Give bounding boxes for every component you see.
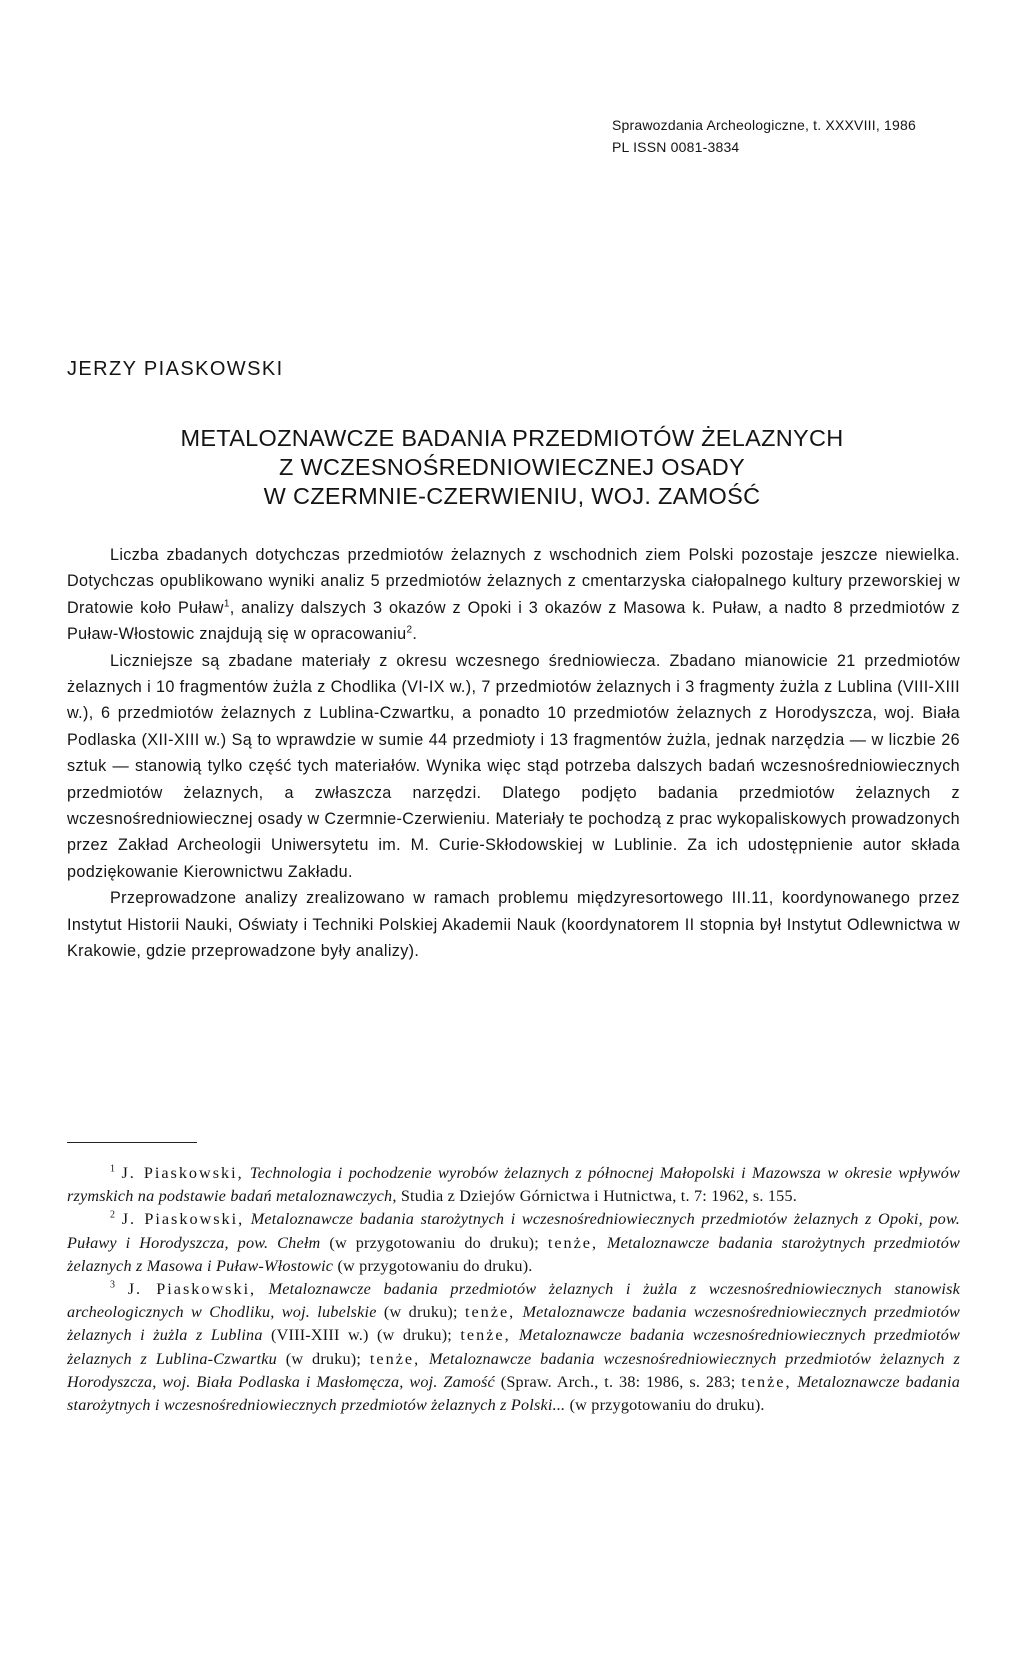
footnote-2-idem-1: tenże, xyxy=(547,1233,599,1252)
article-body xyxy=(67,542,960,965)
footnote-1 xyxy=(67,1162,960,1208)
footnote-2-note-1: (w przygotowaniu do druku); xyxy=(329,1233,539,1252)
footnote-3-idem-4: tenże, xyxy=(741,1372,792,1391)
paragraph-3: Przeprowadzone analizy zrealizowano w ramach problemu międzyresortowego III.11, koordynowanego przez Instytut Historii Nauki, Oświaty i Techniki Polskiej Akademii Nauk (koordynatorem II stopnia był Instytut Odlewnictwa w Krakowie, gdzie przeprowadzone były analizy). xyxy=(67,889,960,961)
footnote-3-note-3: (w druku); xyxy=(285,1349,362,1368)
footnote-1-number: 1 xyxy=(110,1163,116,1175)
journal-citation: Sprawozdania Archeologiczne, t. XXXVIII, 1986 xyxy=(612,117,916,133)
footnote-3-idem-2: tenże, xyxy=(460,1326,511,1345)
title-line-2: Z WCZESNOŚREDNIOWIECZNEJ OSADY xyxy=(279,454,745,480)
footnote-2-author: J. Piaskowski, xyxy=(121,1210,245,1229)
author-name: JERZY PIASKOWSKI xyxy=(67,358,284,380)
footnote-1-author: J. Piaskowski, xyxy=(121,1164,244,1182)
footnote-2-number: 2 xyxy=(110,1210,116,1222)
footnote-ref-2: 2 xyxy=(406,624,413,636)
paragraph-1-text-c: . xyxy=(412,625,418,644)
footnote-3-title-1: Metaloznawcze badania przedmiotów żelaznych i żużla z wczesnośredniowiecznych stanowisk archeologicznych w Chodliku, woj. lubelskie xyxy=(67,1280,960,1322)
footnote-divider xyxy=(67,1142,197,1143)
paragraph-2: Liczniejsze są zbadane materiały z okresu wczesnego średniowiecza. Zbadano mianowicie 21 przedmiotów żelaznych i 10 fragmentów żużla z Chodlika (VI-IX w.), 7 przedmiotów żelaznych i 3 fragmenty żużla z Lublina (VIII-XIII w.), 6 przedmiotów żelaznych z Lublina-Czwartku, a ponadto 10 przedmiotów żelaznych z Horodyszcza, woj. Biała Podlaska (XII-XIII w.) Są to wprawdzie w sumie 44 przedmioty i 13 fragmentów żużla, jednak narzędzia — w liczbie 26 sztuk — stanowią tylko część tych materiałów. Wynika więc stąd potrzeba dalszych badań wczesnośredniowiecznych przedmiotów żelaznych, a zwłaszcza narzędzi. Dlatego podjęto badania przedmiotów żelaznych z wczesnośredniowiecznej osady w Czermnie-Czerwieniu. Materiały te pochodzą z prac wykopaliskowych prowadzonych przez Zakład Archeologii Uniwersytetu im. M. Curie-Skłodowskiej w Lublinie. Za ich udostępnienie autor składa podziękowanie Kierownictwu Zakładu. xyxy=(67,651,960,881)
paragraph-1 xyxy=(67,542,960,648)
footnote-3-title-4: Metaloznawcze badania wczesnośredniowiecznych przedmiotów żelaznych z Horodyszcza, woj. Biała Podlaska i Masłomęcza, woj. Zamość xyxy=(67,1349,961,1391)
footnote-2-note-2: (w przygotowaniu do druku). xyxy=(337,1256,533,1275)
journal-header xyxy=(612,114,916,158)
footnote-3-title-3: Metaloznawcze badania wczesnośredniowiecznych przedmiotów żelaznych z Lublina-Czwartku xyxy=(67,1326,961,1368)
footnote-2-title-1: Metaloznawcze badania starożytnych i wczesnośredniowiecznych przedmiotów żelaznych z Opoki, pow. Puławy i Horodyszcza, pow. Chełm xyxy=(67,1210,961,1252)
footnote-3-idem-3: tenże, xyxy=(369,1349,421,1368)
footnote-3-note-5: (w przygotowaniu do druku). xyxy=(569,1396,765,1415)
footnote-1-title: Technologia i pochodzenie wyrobów żelaznych z północnej Małopolski i Mazowsza w okresie wpływów rzymskich na podstawie badań metaloznawczych, xyxy=(67,1164,961,1206)
footnote-3-note-4: (Spraw. Arch., t. 38: 1986, s. 283; xyxy=(500,1372,736,1391)
footnotes xyxy=(67,1162,960,1417)
title-line-1: METALOZNAWCZE BADANIA PRZEDMIOTÓW ŻELAZNYCH xyxy=(180,425,844,451)
title-line-3: W CZERMNIE-CZERWIENIU, WOJ. ZAMOŚĆ xyxy=(263,483,761,509)
article-title xyxy=(67,424,957,511)
footnote-3-title-5: Metaloznawcze badania starożytnych i wczesnośredniowiecznych przedmiotów żelaznych z Polski... xyxy=(67,1372,960,1415)
footnote-3-note-1: (w druku); xyxy=(383,1303,458,1322)
journal-issn: PL ISSN 0081-3834 xyxy=(612,139,740,155)
footnote-3-title-2: Metaloznawcze badania wczesnośredniowiecznych przedmiotów żelaznych i żużla z Lublina xyxy=(67,1303,961,1345)
footnote-3-note-2: (VIII-XIII w.) (w druku); xyxy=(271,1326,452,1345)
footnote-1-source: Studia z Dziejów Górnictwa i Hutnictwa, t. 7: 1962, s. 155. xyxy=(400,1187,798,1206)
footnote-3-number: 3 xyxy=(110,1279,116,1291)
footnote-3-idem-1: tenże, xyxy=(465,1303,516,1322)
footnote-2-title-2: Metaloznawcze badania starożytnych przedmiotów żelaznych z Masowa i Puław-Włostowic xyxy=(67,1233,961,1275)
footnote-2 xyxy=(67,1208,960,1278)
footnote-3 xyxy=(67,1278,960,1417)
footnote-ref-1: 1 xyxy=(223,598,230,610)
paragraph-1-text-b: , analizy dalszych 3 okazów z Opoki i 3 okazów z Masowa k. Puław, a nadto 8 przedmiotów z Puław-Włostowic znajdują się w opracowaniu xyxy=(67,598,960,644)
paragraph-1-text-a: Liczba zbadanych dotychczas przedmiotów żelaznych z wschodnich ziem Polski pozostaje jeszcze niewielka. Dotychczas opublikowano wyniki analiz 5 przedmiotów żelaznych z cmentarzyska ciałopalnego kultury przeworskiej w Dratowie koło Puław xyxy=(67,546,960,617)
footnote-3-author: J. Piaskowski, xyxy=(127,1280,257,1299)
